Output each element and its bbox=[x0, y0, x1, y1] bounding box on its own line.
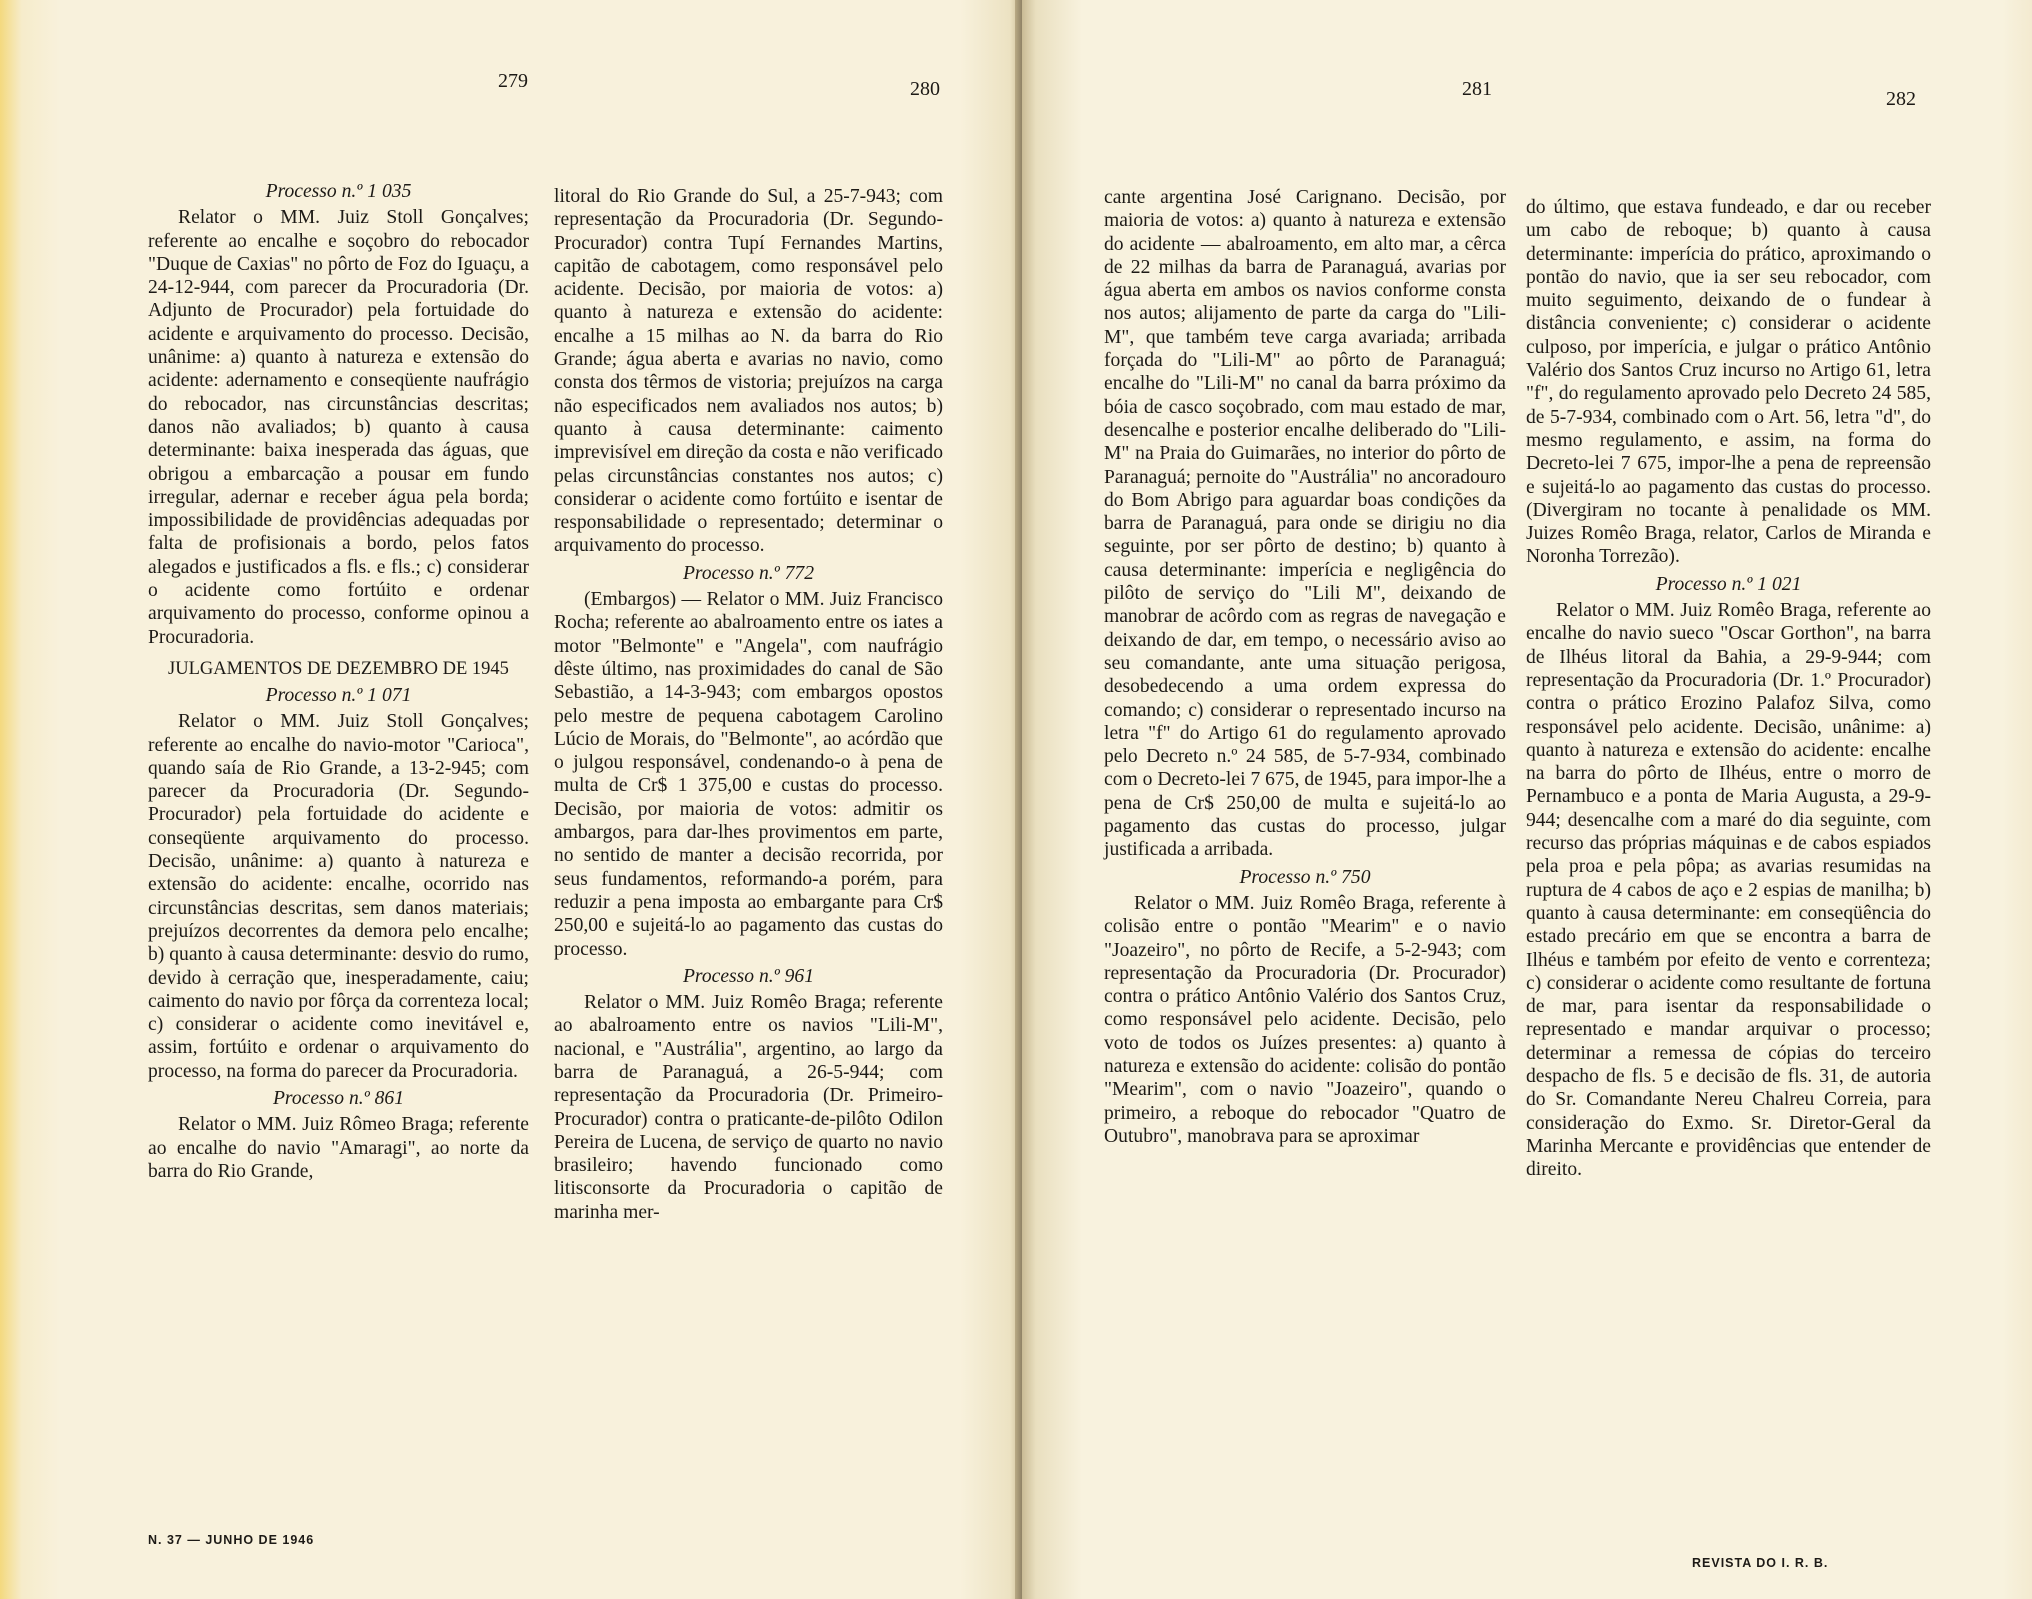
footer-issue: N. 37 — JUNHO DE 1946 bbox=[148, 1533, 315, 1547]
case-text: Relator o MM. Juiz Romêo Braga, referente ao encalhe do navio sueco "Oscar Gorthon", na barra de Ilhéus litoral da Bahia, a 29-9-944; com representação da Procuradoria (Dr. 1.º Procurador) contra o prático Erozino Palafoz Silva, como responsável pelo acidente. Decisão, unânime: a) quanto à natureza e extensão do acidente: encalhe na barra do pôrto de Ilhéus, entre o morro de Pernambuco e a ponta de Maria Augusta, a 29-9-944; desencalhe com a maré do dia seguinte, com recurso das próprias máquinas e de cabos espiados pela proa e pela pôpa; as avarias resumidas na ruptura de 4 cabos de aço e 2 espias de manilha; b) quanto à causa determinante: em conseqüência do estado precário em que se encontra a barra de Ilhéus e também por efeito de vento e correnteza; c) considerar o acidente como resultante de fortuna de mar, para isentar da responsabilidade o representado e mandar arquivar o processo; determinar a remessa de cópias do terceiro despacho de fls. 5 e decisão de fls. 31, de autoria do Sr. Comandante Nereu Chalreu Correia, para consideração do Exmo. Sr. Diretor-Geral da Marinha Mercante e providências que entender de direito. bbox=[1526, 600, 1931, 1181]
case-text-continued: litoral do Rio Grande do Sul, a 25-7-943; com representação da Procuradoria (Dr. Segundo-Procurador) contra Tupí Fernandes Martins, capitão de cabotagem, como responsável pelo acidente. Decisão, por maioria de votos: a) quanto à natureza e extensão do acidente: encalhe a 15 milhas ao N. da barra do Rio Grande; água aberta e avarias no navio, como consta dos têrmos de vistoria; prejuízos na carga não especificados nem avaliados nos autos; b) quanto à causa determinante: caimento imprevisível em direção da costa e não verificado pelas circunstâncias constantes nos autos; c) considerar o acidente como fortúito e isentar de responsabilidade o representado; determinar o arquivamento do processo. bbox=[554, 186, 943, 557]
column-page-280 bbox=[554, 185, 943, 1224]
case-text-continued: do último, que estava fundeado, e dar ou receber um cabo de reboque; b) quanto à causa determinante: imperícia do prático, aproximando o pontão do navio, que ia ser seu rebocador, com muito seguimento, deixando de o fundear à distância conveniente; c) considerar o acidente culposo, por imperícia, e julgar o prático Antônio Valério dos Santos Cruz incurso no Artigo 61, letra "f", do regulamento aprovado pelo Decreto 24 585, de 5-7-934, combinado com o Art. 56, letra "d", do mesmo regulamento, e assim, na forma do Decreto-lei 7 675, impor-lhe a pena de repreensão e sujeitá-lo ao pagamento das custas do processo. (Divergiram no tocante à penalidade os MM. Juizes Romêo Braga, relator, Carlos de Miranda e Noronha Torrezão). bbox=[1526, 197, 1931, 568]
case-heading: Processo n.º 1 021 bbox=[1655, 573, 1802, 595]
case-heading: Processo n.º 861 bbox=[272, 1087, 405, 1109]
case-heading: Processo n.º 961 bbox=[682, 965, 815, 987]
case-text: Relator o MM. Juiz Romêo Braga; referente ao abalroamento entre os navios "Lili-M", nacional, e "Austrália", argentino, ao largo da barra de Paranaguá, a 26-5-944; com representação da Procuradoria (Dr. Primeiro-Procurador) contra o praticante-de-pilôto Odilon Pereira de Lucena, de serviço de quarto no navio brasileiro; havendo funcionado como litisconsorte da Procuradoria o capitão de marinha mer- bbox=[554, 992, 943, 1223]
page-number-282: 282 bbox=[1886, 88, 1916, 110]
case-heading: Processo n.º 1 035 bbox=[265, 181, 412, 202]
column-page-279 bbox=[148, 176, 529, 1183]
case-text-continued: cante argentina José Carignano. Decisão, por maioria de votos: a) quanto à natureza e extensão do acidente — abalroamento, em alto mar, a cêrca de 22 milhas da barra de Paranaguá, avarias por água aberta em ambos os navios conforme consta nos autos; alijamento de parte da carga do "Lili-M", que também teve carga avariada; arribada forçada do "Lili-M" ao pôrto de Paranaguá; encalhe do "Lili-M" no canal da barra próximo da bóia de casco soçobrado, com mau estado de mar, desencalhe e posterior encalhe deliberado do "Lili-M" na Praia do Guimarães, no interior do pôrto de Paranaguá; pernoite do "Austrália" no ancoradouro do Bom Abrigo para aguardar boas condições da barra de Paranaguá, para onde se dirigiu no dia seguinte, por ser pôrto de destino; b) quanto à causa determinante: imperícia e negligência do pilôto de serviço do "Lili M", deixando de manobrar de acôrdo com as regras de navegação e deixando de dar, em tempo, o necessário aviso ao seu comandante, ante uma situação perigosa, desobedecendo a uma ordem expressa do comando; c) considerar o representado incurso na letra "f" do Artigo 61 do regulamento aprovado pelo Decreto n.º 24 585, de 5-7-934, combinado com o Decreto-lei 7 675, de 1945, para impor-lhe a pena de Cr$ 250,00 de multa e sujeitá-lo ao pagamento das custas do processo, julgar justificada a arribada. bbox=[1104, 187, 1506, 861]
case-text: Relator o MM. Juiz Romêo Braga, referente à colisão entre o pontão "Mearim" e o navio "Joazeiro", no pôrto de Recife, a 5-2-943; com representação da Procuradoria (Dr. Procurador) contra o prático Antônio Valério dos Santos Cruz, como responsável pelo acidente. Decisão, pelo voto de todos os Juízes presentes: a) quanto à natureza e extensão do acidente: colisão do pontão "Mearim", com o navio "Joazeiro", quando o primeiro, a reboque do rebocador "Quatro de Outubro", manobrava para se aproximar bbox=[1104, 892, 1506, 1147]
page-number-281: 281 bbox=[1462, 78, 1492, 100]
case-text: (Embargos) — Relator o MM. Juiz Francisco Rocha; referente ao abalroamento entre os iates a motor "Belmonte" e "Angela", com naufrágio dêste último, nas proximidades do canal de São Sebastião, a 14-3-943; com embargos opostos pelo mestre de pequena cabotagem Carolino Lúcio de Morais, do "Belmonte", ao acórdão que o julgou responsável, condenando-o à pena de multa de Cr$ 1 375,00 e custas do processo. Decisão, por maioria de votos: admitir os ambargos, para dar-lhes provimentos em parte, no sentido de manter a decisão recorrida, por seus fundamentos, reformando-a porém, para reduzir a pena imposta ao embargante para Cr$ 250,00 e sujeitá-lo ao pagamento das custas do processo. bbox=[554, 589, 943, 960]
footer-journal: REVISTA DO I. R. B. bbox=[1692, 1556, 1829, 1570]
right-page bbox=[1022, 0, 2032, 1599]
case-heading: Processo n.º 750 bbox=[1239, 866, 1371, 888]
column-page-282 bbox=[1526, 196, 1931, 1181]
case-text: Relator o MM. Juiz Stoll Gonçalves; referente ao encalhe e soçobro do rebocador "Duque de Caxias" no pôrto de Foz do Iguaçu, a 24-12-944, com parecer da Procuradoria (Dr. Adjunto de Procurador) pela fortuidade do acidente e arquivamento do processo. Decisão, unânime: a) quanto à natureza e extensão do acidente: adernamento e conseqüente naufrágio do rebocador, nas circunstâncias descritas; danos não avaliados; b) quanto à causa determinante: baixa inesperada das águas, que obrigou a embarcação a pousar em fundo irregular, adernar e receber água pela borda; impossibilidade de providências adequadas por falta de profisionais a bordo, pelos fatos alegados e justificados a fls. e fls.; c) considerar o acidente como fortúito e ordenar arquivamento do processo, conforme opinou a Procuradoria. bbox=[148, 207, 529, 648]
case-heading: Processo n.º 1 071 bbox=[265, 684, 412, 706]
case-text: Relator o MM. Juiz Rômeo Braga; referente ao encalhe do navio "Amaragi", ao norte da barra do Rio Grande, bbox=[148, 1114, 529, 1182]
column-page-281 bbox=[1104, 186, 1506, 1148]
case-text: Relator o MM. Juiz Stoll Gonçalves; referente ao encalhe do navio-motor "Carioca", quando saía de Rio Grande, a 13-2-945; com parecer da Procuradoria (Dr. Segundo-Procurador) pela fortuidade do acidente e conseqüente arquivamento do processo. Decisão, unânime: a) quanto à natureza e extensão do acidente: encalhe, ocorrido nas circunstâncias descritas, sem danos materiais; prejuízos decorrentes da demora pelo encalhe; b) quanto à causa determinante: desvio do rumo, devido à cerração que, inesperadamente, caiu; caimento do navio por fôrça da correnteza local; c) considerar o acidente como inevitável e, assim, fortúito e ordenar o arquivamento do processo, na forma do parecer da Procuradoria. bbox=[148, 711, 529, 1082]
page-number-280: 280 bbox=[910, 78, 940, 100]
page-number-279: 279 bbox=[498, 70, 528, 92]
case-heading: Processo n.º 772 bbox=[682, 562, 815, 584]
section-title: JULGAMENTOS DE DEZEMBRO DE 1945 bbox=[168, 658, 509, 679]
